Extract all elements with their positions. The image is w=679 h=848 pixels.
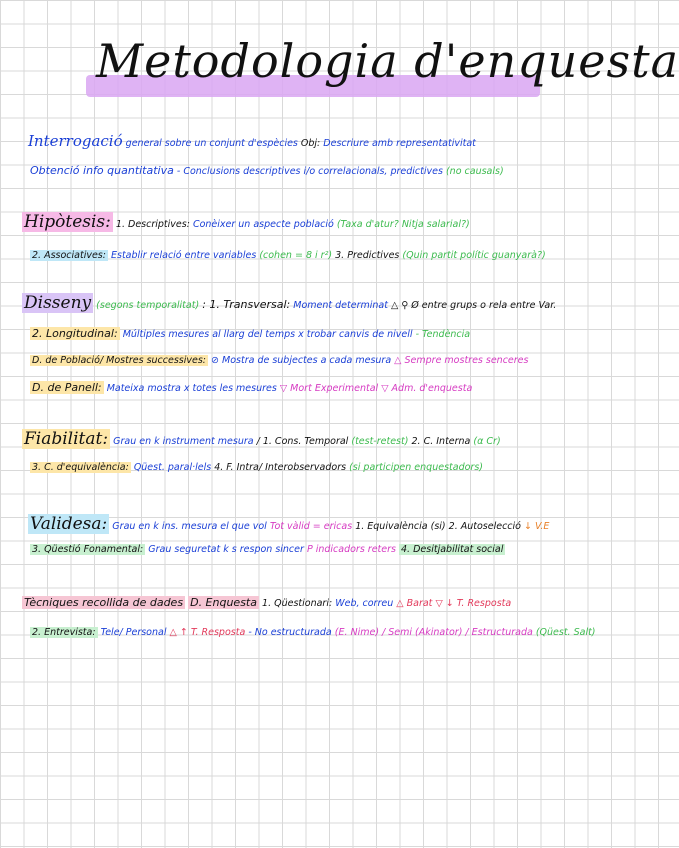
hipotesis-line-2: 2. Associatives: Establir relació entre variables (cohen = 8 i r²) 3. Predictives (Quin partit polític guanyarà?): [32, 250, 546, 261]
disseny-line-3: D. de Població/ Mostres successives: ⊘ Mostra de subjectes a cada mesura △ Sempre mostres senceres: [32, 355, 529, 366]
validesa-line-2: 3. Qüestió Fonamental: Grau seguretat k s respon sincer P indicadors reters 4. Desitjabilitat social: [32, 544, 504, 555]
hipotesis-line-1: Hipòtesis: 1. Descriptives: Conèixer un aspecte població (Taxa d'atur? Nitja salarial?): [24, 212, 470, 232]
validesa-line-1: Validesa: Grau en k ins. mesura el que vol Tot vàlid = ericas 1. Equivalència (si) 2. Autoselecció ↓ V.E: [30, 514, 550, 534]
disseny-line-1: Disseny (segons temporalitat) : 1. Transversal: Moment determinat △ ⚲ Ø entre grups o rela entre Var.: [24, 293, 557, 313]
page-title: Metodologia d'enquesta: [96, 34, 679, 88]
disseny-line-4: D. de Panell: Mateixa mostra x totes les mesures ▽ Mort Experimental ▽ Adm. d'enquesta: [32, 381, 473, 394]
intro-line-1: Interrogació general sobre un conjunt d'espècies Obj: Descriure amb representativitat: [28, 132, 476, 150]
fiabilitat-heading: Fiabilitat:: [24, 429, 109, 449]
intro-term: Interrogació: [28, 132, 123, 150]
validesa-heading: Validesa:: [30, 514, 108, 534]
hipotesis-heading: Hipòtesis:: [24, 212, 111, 232]
tecniques-line-1: Tècniques recollida de dades D. Enquesta 1. Qüestionari: Web, correu △ Barat ▽ ↓ T. Resposta: [24, 596, 512, 609]
disseny-heading: Disseny: [24, 293, 92, 313]
tecniques-line-2: 2. Entrevista: Tele/ Personal △ ↑ T. Resposta - No estructurada (E. Nime) / Semi (Akinator) / Estructurada (Qüest. Salt): [32, 627, 596, 638]
tecniques-heading: Tècniques recollida de dades: [24, 596, 184, 609]
fiabilitat-line-2: 3. C. d'equivalència: Qüest. paral·lels 4. F. Intra/ Interobservadors (si participen enquestadors): [32, 462, 483, 473]
disseny-line-2: 2. Longitudinal: Múltiples mesures al llarg del temps x trobar canvis de nivell - Tendència: [32, 327, 471, 340]
intro-line-2: Obtenció info quantitativa - Conclusions descriptives i/o correlacionals, predictives (no causals): [30, 164, 504, 177]
fiabilitat-line-1: Fiabilitat: Grau en k instrument mesura / 1. Cons. Temporal (test-retest) 2. C. Interna (α Cr): [24, 429, 501, 449]
